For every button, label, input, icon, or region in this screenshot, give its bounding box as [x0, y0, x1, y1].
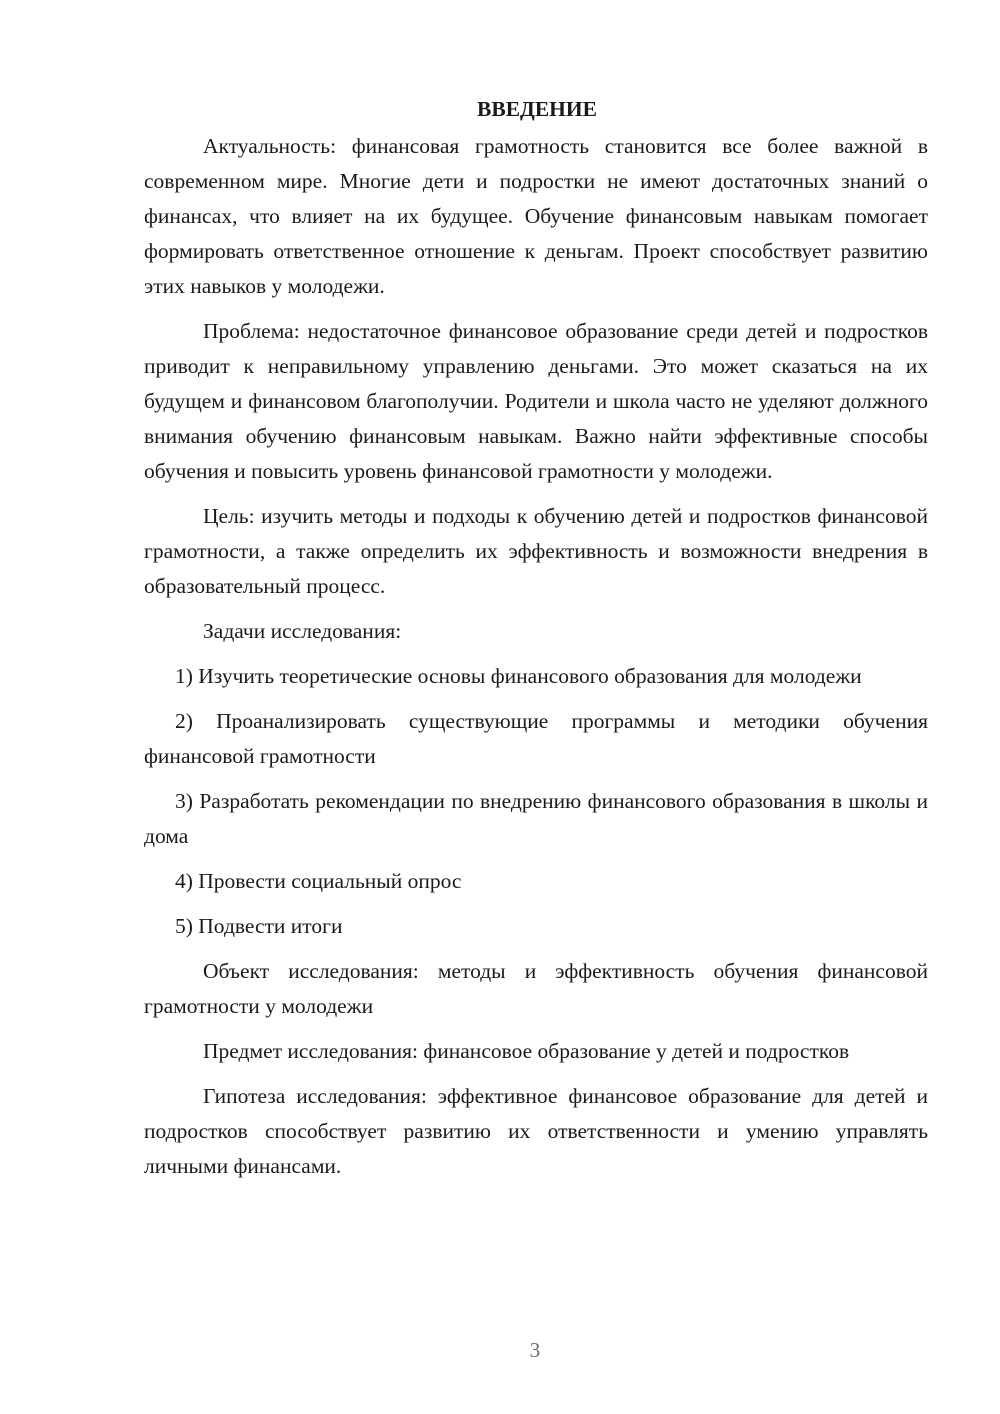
paragraph-relevance: Актуальность: финансовая грамотность становится все более важной в современном мире. Многие дети и подростки не имеют достаточных знаний о финансах, что влияет на их будущее. Обучение финансовым навыкам помогает формировать ответственное отношение к деньгам. Проект способствует развитию этих навыков у молодежи.: [144, 134, 928, 298]
paragraph-object: Объект исследования: методы и эффективность обучения финансовой грамотности у молодежи: [144, 959, 928, 1018]
paragraph-problem: Проблема: недостаточное финансовое образование среди детей и подростков приводит к неправильному управлению деньгами. Это может сказаться на их будущем и финансовом благополучии. Родители и школа часто не уделяют должного внимания обучению финансовым навыкам. Важно найти эффективные способы обучения и повысить уровень финансовой грамотности у молодежи.: [144, 319, 928, 483]
task-item-2: 2) Проанализировать существующие программы и методики обучения финансовой грамотности: [144, 709, 928, 768]
task-item-4: 4) Провести социальный опрос: [175, 869, 462, 893]
page-number: 3: [529, 1338, 541, 1362]
task-item-1: 1) Изучить теоретические основы финансового образования для молодежи: [175, 664, 862, 688]
task-item-3: 3) Разработать рекомендации по внедрению финансового образования в школы и дома: [144, 789, 928, 848]
paragraph-hypothesis: Гипотеза исследования: эффективное финансовое образование для детей и подростков способствует развитию их ответственности и умению управлять личными финансами.: [144, 1084, 928, 1178]
tasks-heading: Задачи исследования:: [203, 619, 402, 643]
task-item-5: 5) Подвести итоги: [175, 914, 343, 938]
paragraph-subject: Предмет исследования: финансовое образование у детей и подростков: [203, 1039, 850, 1063]
document-body: [144, 92, 928, 1194]
paragraph-goal: Цель: изучить методы и подходы к обучению детей и подростков финансовой грамотности, а также определить их эффективность и возможности внедрения в образовательный процесс.: [144, 504, 928, 598]
page-title: ВВЕДЕНИЕ: [477, 97, 597, 121]
